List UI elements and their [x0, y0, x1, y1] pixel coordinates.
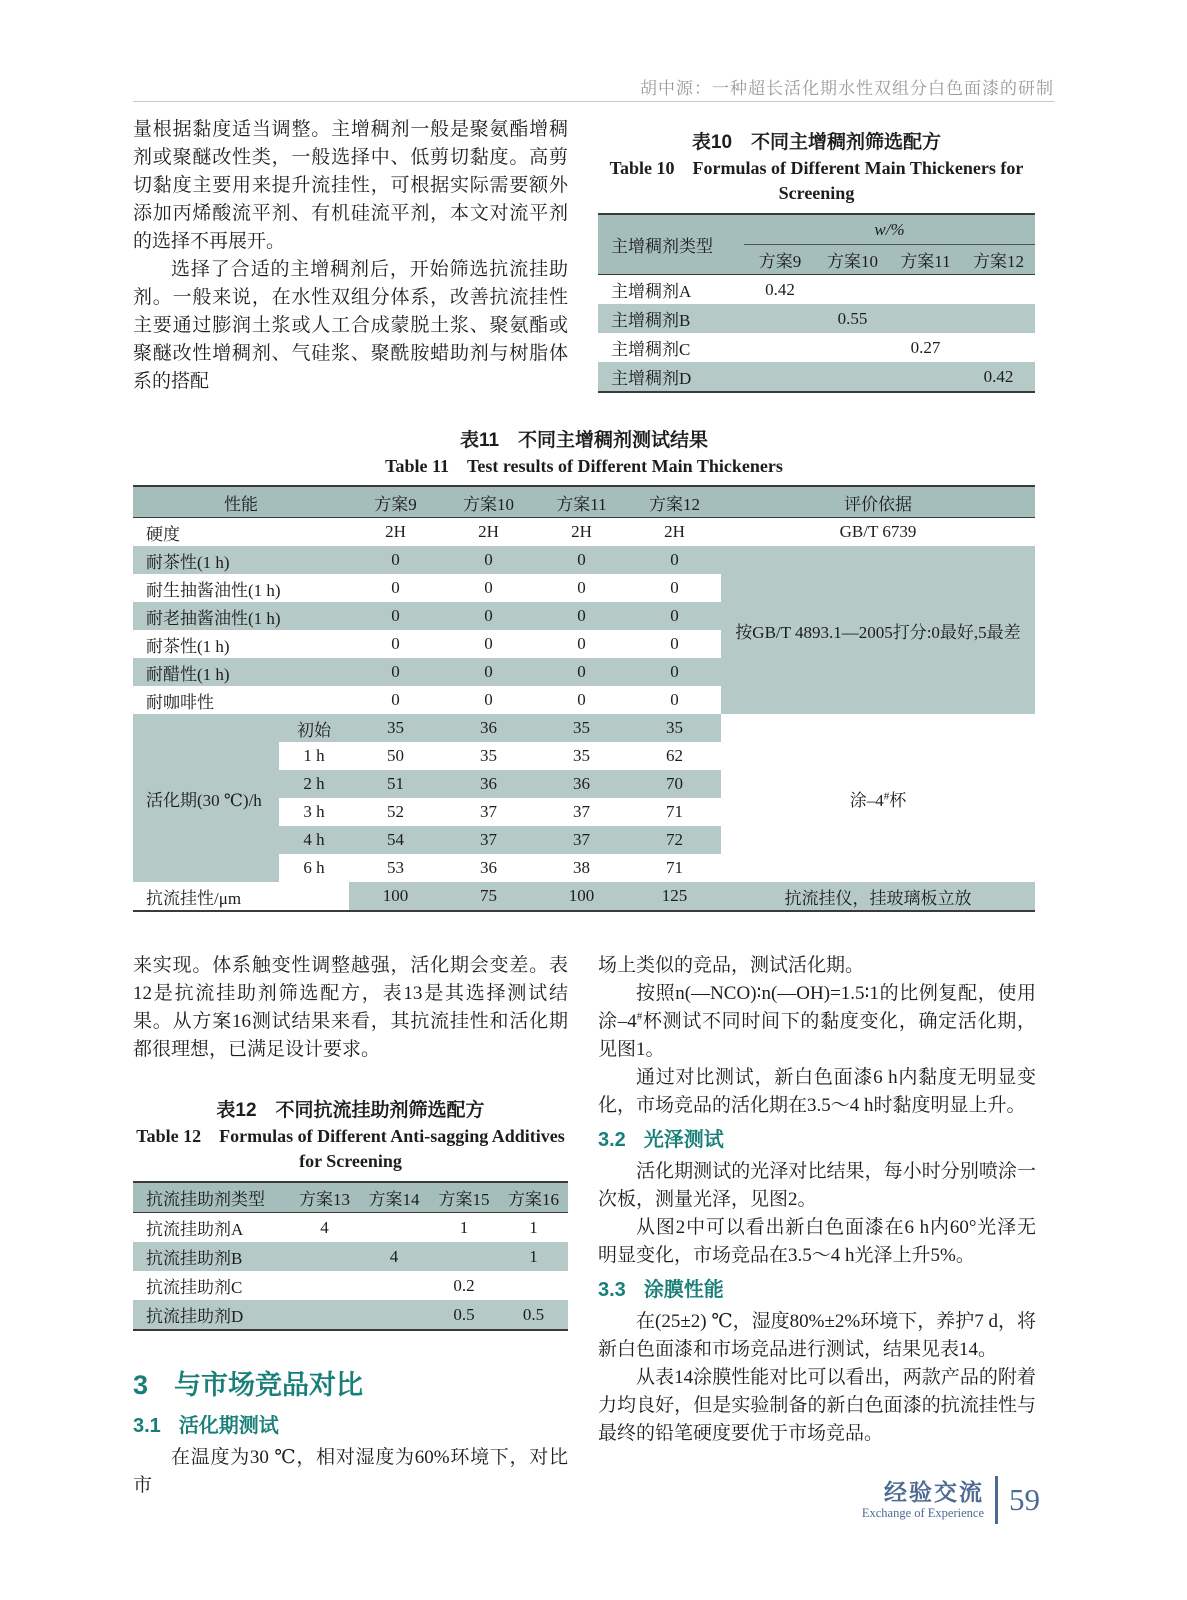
table11-block: [133, 428, 1035, 912]
table-cell: [290, 1242, 359, 1271]
paragraph: [598, 980, 1036, 1064]
table-cell: 0: [670, 690, 679, 709]
time-label: 3 h: [303, 802, 325, 821]
row-label: 抗流挂性/μm: [133, 882, 349, 911]
table-cell: 37: [480, 802, 497, 821]
table-cell: 0.42: [765, 279, 795, 299]
column-header: 性能: [133, 486, 349, 518]
time-label: 初始: [279, 714, 349, 742]
page-number: 59: [1009, 1482, 1040, 1517]
table-cell: 4: [359, 1242, 429, 1271]
page-footer: [862, 1476, 1040, 1524]
table-cell: 2H: [571, 522, 592, 541]
table-row: [133, 882, 1035, 911]
subsection-title: 活化期测试: [178, 1415, 279, 1437]
table-cell: 2H: [478, 522, 499, 541]
evaluation-basis-cell: [721, 714, 1035, 882]
time-label: 1 h: [303, 746, 325, 765]
row-label: 耐生抽酱油性(1 h): [146, 580, 281, 600]
row-label: 主增稠剂B: [598, 304, 744, 333]
table-cell: 125: [628, 882, 721, 911]
table-cell: 52: [387, 802, 404, 821]
row-label: 抗流挂助剂A: [146, 1220, 244, 1239]
table-row: [598, 304, 1035, 333]
table-cell: 0: [628, 546, 721, 574]
table-cell: 0: [484, 690, 493, 709]
table11-title-cn: 表11 不同主增稠剂测试结果: [459, 430, 709, 451]
row-label: 耐咖啡性: [146, 692, 214, 712]
row-label: 主增稠剂C: [611, 340, 691, 359]
section-number: 3: [133, 1370, 149, 1400]
table-cell: [290, 1300, 359, 1330]
hash-superscript: #: [883, 789, 890, 802]
table-cell: [816, 362, 889, 392]
table-cell: [359, 1300, 429, 1330]
table-cell: 0: [535, 602, 628, 630]
table-cell: 35: [535, 714, 628, 742]
table-cell: 0: [535, 658, 628, 686]
paragraph: 活化期测试的光泽对比结果，每小时分别喷涂一次板，测量光泽，见图2。: [598, 1161, 1036, 1210]
footer-section-labels: [862, 1479, 984, 1521]
table-cell: 51: [349, 770, 442, 798]
table-cell: 0: [577, 690, 586, 709]
row-label: 主增稠剂D: [598, 362, 744, 392]
footer-section-cn: 经验交流: [884, 1479, 984, 1505]
table-cell: 35: [349, 714, 442, 742]
column-header: 方案9: [349, 486, 442, 518]
table-cell: 53: [387, 858, 404, 877]
table-cell: 0: [577, 634, 586, 653]
table-cell: [962, 304, 1035, 333]
column-header: 方案11: [889, 245, 962, 275]
table-cell: [816, 333, 889, 362]
span-header: w/%: [744, 214, 1035, 245]
table-cell: 72: [628, 826, 721, 854]
table-cell: 35: [573, 746, 590, 765]
table10-title-en: Table 10 Formulas of Different Main Thickeners for: [609, 158, 1024, 178]
table-row: [133, 546, 1035, 574]
table-cell: 0: [349, 658, 442, 686]
paragraph: 选择了合适的主增稠剂后，开始筛选抗流挂助剂。一般来说，在水性双组分体系，改善抗流挂性主要通过膨润土浆或人工合成蒙脱土浆、聚氨酯或聚醚改性增稠剂、气硅浆、聚酰胺蜡助剂与树脂体系的搭配: [133, 259, 568, 392]
table-cell: [889, 304, 962, 333]
table-cell: [359, 1271, 429, 1300]
table-cell: 0: [484, 578, 493, 597]
evaluation-basis-cell: 抗流挂仪，挂玻璃板立放: [721, 882, 1035, 911]
table-cell: 1: [499, 1242, 568, 1271]
table10-title-en-2: Screening: [778, 183, 855, 203]
row-label: 硬度: [146, 524, 180, 544]
row-label: 抗流挂助剂D: [133, 1300, 290, 1330]
paragraph: 场上类似的竞品，测试活化期。: [598, 955, 865, 976]
column-header: 方案12: [962, 245, 1035, 275]
footer-divider-bar: [995, 1476, 998, 1524]
row-group-label: 活化期(30 ℃)/h: [133, 714, 279, 882]
table-row: [598, 275, 1035, 305]
table-row: [133, 1213, 568, 1243]
table-cell: 36: [442, 714, 535, 742]
table-cell: 2H: [664, 522, 685, 541]
table12-block: [133, 1098, 568, 1331]
row-label: 抗流挂助剂C: [146, 1278, 243, 1297]
evaluation-basis-cell: GB/T 6739: [839, 522, 917, 541]
left-column-top: [133, 116, 568, 396]
running-header: 胡中源：一种超长活化期水性双组分白色面漆的研制: [640, 79, 1054, 98]
time-label: 6 h: [303, 858, 325, 877]
table-cell: 0.2: [453, 1275, 475, 1295]
table-cell: 50: [387, 746, 404, 765]
column-header: 抗流挂助剂类型: [133, 1182, 290, 1213]
table-cell: 0.5: [429, 1300, 499, 1330]
table-12: [133, 1181, 568, 1331]
table-cell: 37: [442, 826, 535, 854]
evaluation-basis-cell: 按GB/T 4893.1—2005打分:0最好,5最差: [721, 546, 1035, 714]
table-cell: 35: [628, 714, 721, 742]
table-cell: 62: [666, 746, 683, 765]
table-cell: 70: [628, 770, 721, 798]
table10-block: [598, 130, 1035, 393]
table-row: [598, 333, 1035, 362]
header-rule: [133, 101, 1054, 102]
table-cell: [889, 275, 962, 305]
table-cell: 71: [666, 858, 683, 877]
table-header-row: [133, 1182, 568, 1213]
table-cell: 0.27: [910, 337, 941, 357]
basis-text: 涂–4: [849, 790, 884, 810]
table-cell: 0: [442, 658, 535, 686]
column-header: 方案10: [442, 486, 535, 518]
row-label: 耐老抽酱油性(1 h): [133, 602, 349, 630]
table-10: [598, 213, 1035, 393]
paragraph: 量根据黏度适当调整。主增稠剂一般是聚氨酯增稠剂或聚醚改性类，一般选择中、低剪切黏度。高剪切黏度主要用来提升流挂性，可根据实际需要额外添加丙烯酸流平剂、有机硅流平剂，本文对流平剂的选择不再展开。: [133, 119, 568, 252]
subsection-heading: [598, 1126, 1036, 1154]
table-cell: [744, 304, 816, 333]
table-11: [133, 485, 1035, 912]
paragraph: 从表14涂膜性能对比可以看出，两款产品的附着力均良好，但是实验制备的新白色面漆的抗流挂性与最终的铅笔硬度要优于市场竞品。: [598, 1367, 1036, 1444]
table11-title-en: Table 11 Test results of Different Main Thickeners: [385, 456, 783, 476]
table-cell: 71: [666, 802, 683, 821]
paragraph: 从图2中可以看出新白色面漆在6 h内60°光泽无明显变化，市场竞品在3.5～4 h光泽上升5%。: [598, 1217, 1036, 1266]
table12-title-cn: 表12 不同抗流挂助剂筛选配方: [216, 1100, 485, 1121]
table-cell: 0: [442, 602, 535, 630]
column-header: 主增稠剂类型: [598, 214, 744, 275]
row-label: 主增稠剂A: [611, 282, 692, 301]
table-cell: 1: [529, 1217, 538, 1237]
row-label: 耐醋性(1 h): [133, 658, 349, 686]
subsection-title: 光泽测试: [643, 1129, 724, 1151]
subsection-heading: [133, 1412, 568, 1440]
table-cell: 0: [628, 658, 721, 686]
table-cell: [962, 333, 1035, 362]
table-cell: [816, 275, 889, 305]
column-header: 方案15: [429, 1182, 499, 1213]
table-cell: 0: [349, 546, 442, 574]
basis-text: 杯: [889, 790, 907, 810]
table-cell: [429, 1242, 499, 1271]
section-title: 与市场竞品对比: [174, 1370, 364, 1400]
section-heading: [133, 1368, 568, 1402]
table-header-row: [133, 486, 1035, 518]
table-row: [133, 1242, 568, 1271]
column-header: 方案10: [816, 245, 889, 275]
paragraph-text: 杯测试不同时间下的黏度变化，确定活化期，见图1。: [598, 1011, 1036, 1060]
table-cell: [889, 362, 962, 392]
table-cell: 0: [391, 634, 400, 653]
table-cell: 37: [573, 802, 590, 821]
column-header: 评价依据: [721, 486, 1035, 518]
table-row: [598, 362, 1035, 392]
footer-section-en: Exchange of Experience: [861, 1506, 984, 1520]
time-label: 4 h: [279, 826, 349, 854]
table-cell: 0: [391, 578, 400, 597]
row-label: 耐茶性(1 h): [133, 546, 349, 574]
table-cell: 0: [577, 578, 586, 597]
table-cell: 1: [459, 1217, 469, 1237]
section-3-block: [133, 1368, 568, 1500]
subsection-number: 3.1: [133, 1415, 161, 1437]
table-cell: 36: [535, 770, 628, 798]
table-cell: 38: [573, 858, 590, 877]
paragraph-text: 按照n(—NCO)∶n(—OH)=1.5∶1的比例复配，使用涂–4: [598, 983, 1036, 1032]
table-cell: 0: [391, 690, 400, 709]
column-header: 方案12: [628, 486, 721, 518]
table-cell: 0: [484, 634, 493, 653]
table-cell: 2H: [385, 522, 406, 541]
table12-title-en: Table 12 Formulas of Different Anti-sagging Additives: [136, 1126, 565, 1146]
time-label: 2 h: [279, 770, 349, 798]
table-cell: 0: [535, 546, 628, 574]
table-cell: 0.5: [499, 1300, 568, 1330]
table-cell: 0: [442, 546, 535, 574]
table-cell: 100: [349, 882, 442, 911]
table-row: [133, 518, 1035, 547]
column-header: 方案11: [535, 486, 628, 518]
column-header: 方案14: [359, 1182, 429, 1213]
table-cell: [290, 1271, 359, 1300]
paragraph: 通过对比测试，新白色面漆6 h内黏度无明显变化，市场竞品的活化期在3.5～4 h时黏度明显上升。: [598, 1067, 1036, 1116]
table-cell: 0.55: [816, 304, 889, 333]
subsection-heading: [598, 1276, 1036, 1304]
left-column-bottom: [133, 952, 568, 1064]
table-cell: [962, 275, 1035, 305]
paragraph: 来实现。体系触变性调整越强，活化期会变差。表12是抗流挂助剂筛选配方，表13是其选择测试结果。从方案16测试结果来看，其抗流挂性和活化期都很理想，已满足设计要求。: [133, 955, 568, 1060]
table-cell: 37: [535, 826, 628, 854]
table-row: [133, 1300, 568, 1330]
table-cell: [499, 1271, 568, 1300]
paragraph: 在温度为30 ℃，相对湿度为60%环境下，对比市: [133, 1447, 568, 1496]
table-row: [133, 714, 1035, 742]
subsection-number: 3.2: [598, 1129, 626, 1151]
table-cell: 0: [670, 634, 679, 653]
table-cell: 0.42: [962, 362, 1035, 392]
subsection-number: 3.3: [598, 1279, 626, 1301]
table10-title-cn: 表10 不同主增稠剂筛选配方: [691, 132, 942, 153]
subsection-title: 涂膜性能: [643, 1279, 724, 1301]
table-cell: 75: [442, 882, 535, 911]
table-cell: 36: [480, 858, 497, 877]
table-cell: [744, 333, 816, 362]
table-cell: 100: [535, 882, 628, 911]
table-cell: [744, 362, 816, 392]
table-cell: 36: [442, 770, 535, 798]
table12-title-en-2: for Screening: [299, 1151, 402, 1171]
hash-superscript: #: [636, 1010, 643, 1023]
column-header: 方案9: [744, 245, 816, 275]
column-header: 方案13: [290, 1182, 359, 1213]
table-header-row: [598, 214, 1035, 245]
row-label: 抗流挂助剂B: [133, 1242, 290, 1271]
table-cell: 4: [320, 1217, 329, 1237]
right-column: [598, 952, 1036, 1448]
paragraph: 在(25±2) ℃，湿度80%±2%环境下，养护7 d，将新白色面漆和市场竞品进行测试，结果见表14。: [598, 1311, 1036, 1360]
table-cell: 54: [349, 826, 442, 854]
table-cell: 0: [628, 602, 721, 630]
table-cell: [359, 1213, 429, 1243]
row-label: 耐茶性(1 h): [146, 636, 230, 656]
table-cell: 0: [670, 578, 679, 597]
column-header: 方案16: [499, 1182, 568, 1213]
table-cell: 35: [480, 746, 497, 765]
table-row: [133, 1271, 568, 1300]
table-cell: 0: [349, 602, 442, 630]
